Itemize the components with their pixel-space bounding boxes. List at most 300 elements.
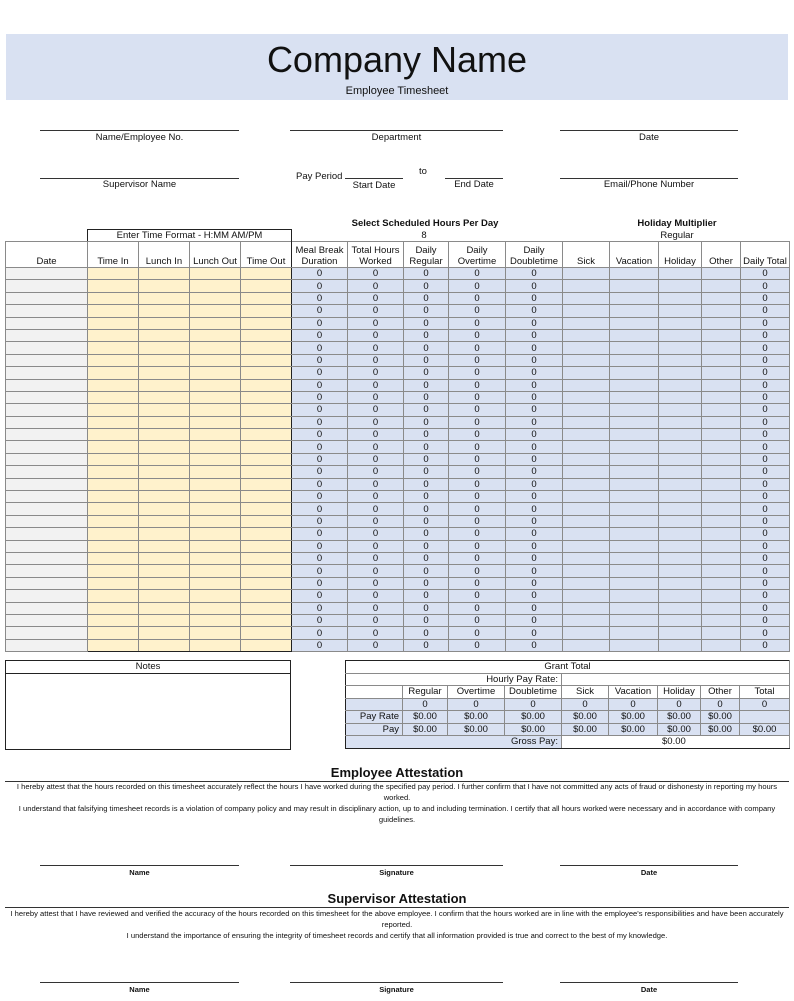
input-cell[interactable] (702, 552, 741, 564)
input-cell[interactable] (88, 317, 139, 329)
input-cell[interactable] (659, 329, 702, 341)
input-cell[interactable] (241, 305, 292, 317)
input-cell[interactable] (139, 639, 190, 651)
notes-box[interactable] (5, 660, 291, 750)
input-cell[interactable] (241, 367, 292, 379)
input-cell[interactable] (702, 391, 741, 403)
input-cell[interactable] (139, 268, 190, 280)
input-cell[interactable] (610, 453, 659, 465)
input-cell[interactable] (139, 478, 190, 490)
input-cell[interactable] (139, 627, 190, 639)
input-cell[interactable] (702, 503, 741, 515)
input-cell[interactable] (563, 305, 610, 317)
input-cell[interactable] (190, 292, 241, 304)
start-date-line[interactable] (345, 178, 403, 179)
input-cell[interactable] (6, 478, 88, 490)
input-cell[interactable] (139, 441, 190, 453)
input-cell[interactable] (563, 491, 610, 503)
input-cell[interactable] (702, 354, 741, 366)
input-cell[interactable] (190, 552, 241, 564)
input-cell[interactable] (6, 565, 88, 577)
input-cell[interactable] (6, 639, 88, 651)
input-cell[interactable] (190, 577, 241, 589)
input-cell[interactable] (659, 429, 702, 441)
input-cell[interactable] (6, 528, 88, 540)
input-cell[interactable] (190, 342, 241, 354)
input-cell[interactable] (702, 292, 741, 304)
input-cell[interactable] (88, 268, 139, 280)
input-cell[interactable] (610, 342, 659, 354)
input-cell[interactable] (88, 491, 139, 503)
input-cell[interactable] (88, 280, 139, 292)
input-cell[interactable] (139, 491, 190, 503)
input-cell[interactable] (6, 540, 88, 552)
input-cell[interactable] (241, 577, 292, 589)
input-cell[interactable] (6, 602, 88, 614)
input-cell[interactable] (610, 305, 659, 317)
input-cell[interactable] (88, 515, 139, 527)
input-cell[interactable] (659, 354, 702, 366)
input-cell[interactable] (88, 565, 139, 577)
input-cell[interactable] (659, 515, 702, 527)
input-cell[interactable] (659, 590, 702, 602)
input-cell[interactable] (659, 577, 702, 589)
input-cell[interactable] (190, 416, 241, 428)
input-cell[interactable] (659, 292, 702, 304)
input-cell[interactable] (659, 528, 702, 540)
hourly-rate-input[interactable] (562, 673, 790, 686)
input-cell[interactable] (6, 466, 88, 478)
input-cell[interactable] (190, 503, 241, 515)
input-cell[interactable] (610, 602, 659, 614)
input-cell[interactable] (241, 391, 292, 403)
input-cell[interactable] (702, 478, 741, 490)
input-cell[interactable] (88, 478, 139, 490)
input-cell[interactable] (6, 280, 88, 292)
input-cell[interactable] (610, 429, 659, 441)
input-cell[interactable] (563, 515, 610, 527)
input-cell[interactable] (139, 614, 190, 626)
input-cell[interactable] (563, 268, 610, 280)
input-cell[interactable] (659, 602, 702, 614)
input-cell[interactable] (6, 354, 88, 366)
input-cell[interactable] (659, 391, 702, 403)
input-cell[interactable] (610, 590, 659, 602)
employee-name-line[interactable] (40, 865, 239, 866)
input-cell[interactable] (190, 441, 241, 453)
input-cell[interactable] (190, 590, 241, 602)
input-cell[interactable] (563, 478, 610, 490)
input-cell[interactable] (702, 627, 741, 639)
input-cell[interactable] (610, 466, 659, 478)
input-cell[interactable] (139, 416, 190, 428)
input-cell[interactable] (88, 354, 139, 366)
input-cell[interactable] (190, 614, 241, 626)
input-cell[interactable] (659, 639, 702, 651)
input-cell[interactable] (563, 367, 610, 379)
input-cell[interactable] (88, 379, 139, 391)
input-cell[interactable] (659, 416, 702, 428)
input-cell[interactable] (241, 590, 292, 602)
input-cell[interactable] (563, 354, 610, 366)
input-cell[interactable] (241, 416, 292, 428)
input-cell[interactable] (241, 528, 292, 540)
input-cell[interactable] (241, 342, 292, 354)
input-cell[interactable] (563, 379, 610, 391)
input-cell[interactable] (190, 367, 241, 379)
input-cell[interactable] (702, 379, 741, 391)
input-cell[interactable] (190, 305, 241, 317)
input-cell[interactable] (190, 391, 241, 403)
input-cell[interactable] (702, 280, 741, 292)
input-cell[interactable] (563, 466, 610, 478)
input-cell[interactable] (241, 453, 292, 465)
input-cell[interactable] (139, 466, 190, 478)
input-cell[interactable] (241, 540, 292, 552)
input-cell[interactable] (139, 317, 190, 329)
input-cell[interactable] (610, 280, 659, 292)
input-cell[interactable] (6, 515, 88, 527)
input-cell[interactable] (6, 305, 88, 317)
input-cell[interactable] (610, 639, 659, 651)
input-cell[interactable] (702, 268, 741, 280)
input-cell[interactable] (190, 429, 241, 441)
input-cell[interactable] (659, 268, 702, 280)
input-cell[interactable] (563, 391, 610, 403)
input-cell[interactable] (563, 614, 610, 626)
input-cell[interactable] (610, 627, 659, 639)
input-cell[interactable] (139, 453, 190, 465)
input-cell[interactable] (563, 590, 610, 602)
input-cell[interactable] (6, 416, 88, 428)
input-cell[interactable] (139, 540, 190, 552)
input-cell[interactable] (610, 491, 659, 503)
input-cell[interactable] (241, 317, 292, 329)
input-cell[interactable] (610, 441, 659, 453)
input-cell[interactable] (610, 577, 659, 589)
input-cell[interactable] (190, 565, 241, 577)
input-cell[interactable] (610, 565, 659, 577)
input-cell[interactable] (563, 292, 610, 304)
input-cell[interactable] (610, 354, 659, 366)
input-cell[interactable] (139, 354, 190, 366)
input-cell[interactable] (6, 317, 88, 329)
input-cell[interactable] (241, 552, 292, 564)
input-cell[interactable] (88, 342, 139, 354)
input-cell[interactable] (88, 614, 139, 626)
input-cell[interactable] (659, 552, 702, 564)
scheduled-hours-value[interactable]: 8 (421, 230, 427, 241)
grant-header-7: Total (740, 686, 790, 699)
input-cell[interactable] (139, 552, 190, 564)
computed-cell: 0 (292, 614, 348, 626)
input-cell[interactable] (563, 503, 610, 515)
input-cell[interactable] (88, 429, 139, 441)
input-cell[interactable] (139, 590, 190, 602)
input-cell[interactable] (88, 441, 139, 453)
input-cell[interactable] (190, 404, 241, 416)
input-cell[interactable] (241, 280, 292, 292)
input-cell[interactable] (659, 441, 702, 453)
input-cell[interactable] (702, 429, 741, 441)
input-cell[interactable] (190, 280, 241, 292)
input-cell[interactable] (610, 478, 659, 490)
supervisor-signature-line[interactable] (290, 982, 503, 983)
computed-cell: 0 (404, 367, 449, 379)
input-cell[interactable] (659, 379, 702, 391)
input-cell[interactable] (88, 590, 139, 602)
input-cell[interactable] (610, 416, 659, 428)
input-cell[interactable] (241, 329, 292, 341)
input-cell[interactable] (139, 342, 190, 354)
input-cell[interactable] (702, 317, 741, 329)
input-cell[interactable] (241, 614, 292, 626)
input-cell[interactable] (702, 528, 741, 540)
input-cell[interactable] (88, 292, 139, 304)
input-cell[interactable] (88, 404, 139, 416)
input-cell[interactable] (241, 627, 292, 639)
input-cell[interactable] (702, 305, 741, 317)
input-cell[interactable] (190, 317, 241, 329)
input-cell[interactable] (190, 528, 241, 540)
input-cell[interactable] (88, 367, 139, 379)
input-cell[interactable] (139, 329, 190, 341)
input-cell[interactable] (563, 627, 610, 639)
input-cell[interactable] (6, 379, 88, 391)
input-cell[interactable] (6, 453, 88, 465)
input-cell[interactable] (139, 367, 190, 379)
input-cell[interactable] (190, 329, 241, 341)
input-cell[interactable] (88, 305, 139, 317)
supervisor-name-line[interactable] (40, 982, 239, 983)
holiday-multiplier-value[interactable]: Regular (660, 230, 694, 241)
input-cell[interactable] (6, 342, 88, 354)
input-cell[interactable] (702, 614, 741, 626)
input-cell[interactable] (139, 577, 190, 589)
input-cell[interactable] (659, 404, 702, 416)
input-cell[interactable] (88, 602, 139, 614)
input-cell[interactable] (659, 305, 702, 317)
input-cell[interactable] (659, 503, 702, 515)
input-cell[interactable] (139, 565, 190, 577)
computed-cell: 0 (741, 590, 790, 602)
input-cell[interactable] (702, 590, 741, 602)
input-cell[interactable] (139, 404, 190, 416)
input-cell[interactable] (241, 354, 292, 366)
input-cell[interactable] (702, 453, 741, 465)
input-cell[interactable] (139, 379, 190, 391)
input-cell[interactable] (190, 379, 241, 391)
input-cell[interactable] (563, 577, 610, 589)
input-cell[interactable] (6, 590, 88, 602)
input-cell[interactable] (610, 317, 659, 329)
input-cell[interactable] (659, 466, 702, 478)
input-cell[interactable] (702, 404, 741, 416)
input-cell[interactable] (702, 329, 741, 341)
department-field-line[interactable] (290, 130, 503, 131)
input-cell[interactable] (659, 280, 702, 292)
input-cell[interactable] (563, 602, 610, 614)
input-cell[interactable] (139, 515, 190, 527)
input-cell[interactable] (190, 639, 241, 651)
input-cell[interactable] (241, 515, 292, 527)
input-cell[interactable] (659, 342, 702, 354)
input-cell[interactable] (241, 478, 292, 490)
input-cell[interactable] (610, 614, 659, 626)
input-cell[interactable] (563, 429, 610, 441)
input-cell[interactable] (241, 441, 292, 453)
input-cell[interactable] (610, 391, 659, 403)
input-cell[interactable] (241, 404, 292, 416)
input-cell[interactable] (6, 268, 88, 280)
input-cell[interactable] (241, 491, 292, 503)
input-cell[interactable] (88, 453, 139, 465)
input-cell[interactable] (702, 639, 741, 651)
input-cell[interactable] (190, 602, 241, 614)
input-cell[interactable] (6, 491, 88, 503)
input-cell[interactable] (88, 540, 139, 552)
input-cell[interactable] (610, 268, 659, 280)
input-cell[interactable] (659, 565, 702, 577)
input-cell[interactable] (190, 627, 241, 639)
input-cell[interactable] (190, 515, 241, 527)
input-cell[interactable] (6, 577, 88, 589)
input-cell[interactable] (659, 540, 702, 552)
input-cell[interactable] (241, 503, 292, 515)
input-cell[interactable] (563, 540, 610, 552)
input-cell[interactable] (6, 552, 88, 564)
input-cell[interactable] (563, 639, 610, 651)
input-cell[interactable] (241, 292, 292, 304)
employee-signature-line[interactable] (290, 865, 503, 866)
input-cell[interactable] (659, 614, 702, 626)
input-cell[interactable] (190, 453, 241, 465)
input-cell[interactable] (88, 466, 139, 478)
input-cell[interactable] (702, 441, 741, 453)
input-cell[interactable] (610, 292, 659, 304)
computed-cell: 0 (449, 552, 506, 564)
input-cell[interactable] (6, 329, 88, 341)
input-cell[interactable] (610, 552, 659, 564)
input-cell[interactable] (6, 391, 88, 403)
input-cell[interactable] (6, 367, 88, 379)
input-cell[interactable] (563, 329, 610, 341)
input-cell[interactable] (659, 367, 702, 379)
input-cell[interactable] (88, 552, 139, 564)
date-field-line[interactable] (560, 130, 738, 131)
input-cell[interactable] (702, 602, 741, 614)
input-cell[interactable] (241, 379, 292, 391)
input-cell[interactable] (563, 404, 610, 416)
input-cell[interactable] (610, 540, 659, 552)
input-cell[interactable] (88, 627, 139, 639)
input-cell[interactable] (241, 466, 292, 478)
computed-cell: 0 (741, 317, 790, 329)
input-cell[interactable] (702, 577, 741, 589)
input-cell[interactable] (6, 404, 88, 416)
input-cell[interactable] (6, 441, 88, 453)
input-cell[interactable] (659, 453, 702, 465)
input-cell[interactable] (241, 602, 292, 614)
supervisor-date-line[interactable] (560, 982, 738, 983)
input-cell[interactable] (563, 453, 610, 465)
input-cell[interactable] (190, 466, 241, 478)
input-cell[interactable] (610, 329, 659, 341)
input-cell[interactable] (702, 342, 741, 354)
input-cell[interactable] (88, 503, 139, 515)
input-cell[interactable] (702, 466, 741, 478)
input-cell[interactable] (139, 503, 190, 515)
input-cell[interactable] (88, 416, 139, 428)
input-cell[interactable] (702, 515, 741, 527)
input-cell[interactable] (190, 540, 241, 552)
input-cell[interactable] (563, 528, 610, 540)
input-cell[interactable] (88, 329, 139, 341)
input-cell[interactable] (659, 491, 702, 503)
input-cell[interactable] (6, 614, 88, 626)
input-cell[interactable] (190, 268, 241, 280)
input-cell[interactable] (139, 292, 190, 304)
input-cell[interactable] (190, 354, 241, 366)
input-cell[interactable] (139, 391, 190, 403)
employee-date-line[interactable] (560, 865, 738, 866)
input-cell[interactable] (88, 528, 139, 540)
input-cell[interactable] (563, 552, 610, 564)
input-cell[interactable] (610, 367, 659, 379)
input-cell[interactable] (659, 317, 702, 329)
input-cell[interactable] (610, 515, 659, 527)
input-cell[interactable] (610, 528, 659, 540)
input-cell[interactable] (6, 292, 88, 304)
input-cell[interactable] (241, 429, 292, 441)
input-cell[interactable] (139, 602, 190, 614)
input-cell[interactable] (563, 416, 610, 428)
name-field-line[interactable] (40, 130, 239, 131)
input-cell[interactable] (241, 268, 292, 280)
input-cell[interactable] (88, 391, 139, 403)
input-cell[interactable] (88, 577, 139, 589)
input-cell[interactable] (610, 503, 659, 515)
input-cell[interactable] (241, 639, 292, 651)
input-cell[interactable] (563, 441, 610, 453)
input-cell[interactable] (563, 317, 610, 329)
input-cell[interactable] (139, 528, 190, 540)
input-cell[interactable] (88, 639, 139, 651)
computed-cell: 0 (449, 453, 506, 465)
input-cell[interactable] (139, 305, 190, 317)
input-cell[interactable] (6, 503, 88, 515)
input-cell[interactable] (190, 491, 241, 503)
input-cell[interactable] (139, 429, 190, 441)
input-cell[interactable] (190, 478, 241, 490)
input-cell[interactable] (6, 429, 88, 441)
input-cell[interactable] (702, 416, 741, 428)
input-cell[interactable] (563, 280, 610, 292)
input-cell[interactable] (659, 627, 702, 639)
input-cell[interactable] (610, 379, 659, 391)
input-cell[interactable] (139, 280, 190, 292)
input-cell[interactable] (6, 627, 88, 639)
input-cell[interactable] (610, 404, 659, 416)
input-cell[interactable] (563, 565, 610, 577)
input-cell[interactable] (702, 367, 741, 379)
input-cell[interactable] (659, 478, 702, 490)
input-cell[interactable] (702, 540, 741, 552)
input-cell[interactable] (241, 565, 292, 577)
input-cell[interactable] (702, 491, 741, 503)
input-cell[interactable] (563, 342, 610, 354)
input-cell[interactable] (702, 565, 741, 577)
